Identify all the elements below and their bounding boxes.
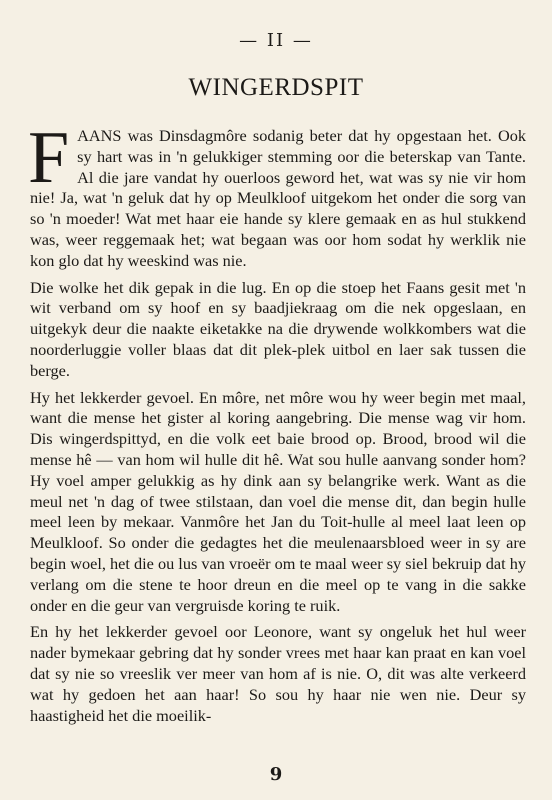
paragraph-3: Hy het lekkerder gevoel. En môre, net môre wou hy weer begin met maal, want die mense het gister al koring aangebring. Die mense wag vir hom. Dis wingerdspittyd, en die volk eet baie brood op. Brood, brood wil die mense hê — van hom wil hulle dit hê. Wat sou hulle aanvang sonder hom? Hy voel amper gelukkig as hy dink aan sy belangrike werk. Want as die meul net 'n dag of twee stilstaan, dan voel die mense dit, dan begin hulle meel leen by mekaar. Vanmôre het Jan du Toit-hulle al meel laat leen op Meulkloof. So onder die gedagtes het die meulenaarsbloed weer in sy are begin woel, het die ou lus van vroeër om te maal weer sy siel bekruip dat hy verlang om die stene te hoor dreun en die meel op te vang in die sakke onder en die geur van vergruisde koring te ruik. — [30, 387, 526, 615]
chapter-number: — II — — [239, 30, 313, 51]
chapter-title: WINGERDSPIT — [188, 74, 364, 101]
page-number: 9 — [269, 764, 283, 785]
drop-cap: F — [28, 117, 70, 199]
paragraph-1-text: AANS was Dinsdagmôre sodanig beter dat hy opgestaan het. Ook sy hart was in 'n gelukkiger stemming oor die beterskap van Tante. Al die jare vandat hy ouerloos geword het, wat was sy nie vir hom nie! Ja, wat 'n geluk dat hy op Meulkloof uitgekom het onder die sorg van so 'n moeder! Wat met haar eie hande sy klere gemaak en as hul stukkend was, weer reggemaak het; wat begaan was oor hom sodat hy werklik nie kon glo dat hy weeskind was nie. — [30, 126, 526, 270]
paragraph-1 — [28, 117, 526, 272]
chapter-body — [28, 117, 526, 726]
paragraph-4: En hy het lekkerder gevoel oor Leonore, want sy ongeluk het hul weer nader bymekaar gebring dat hy sonder vrees met haar kan praat en kan voel dat sy nie so vreeslik ver meer van hom af is nie. O, dit was alte verkeerd wat hy gedoen het aan haar! So sou hy haar nie wen nie. Deur sy haastigheid het die moeilik- — [30, 622, 526, 725]
paragraph-2: Die wolke het dik gepak in die lug. En op die stoep het Faans gesit met 'n wit verband om sy hoof en sy baadjiekraag om die nek opgeslaan, en uitgekyk deur die naakte eiketakke na die drywende wolkkombers wat die noorderluggie voller blaas dat dit plek-plek uitbol en laer sak tussen die berge. — [30, 277, 526, 380]
